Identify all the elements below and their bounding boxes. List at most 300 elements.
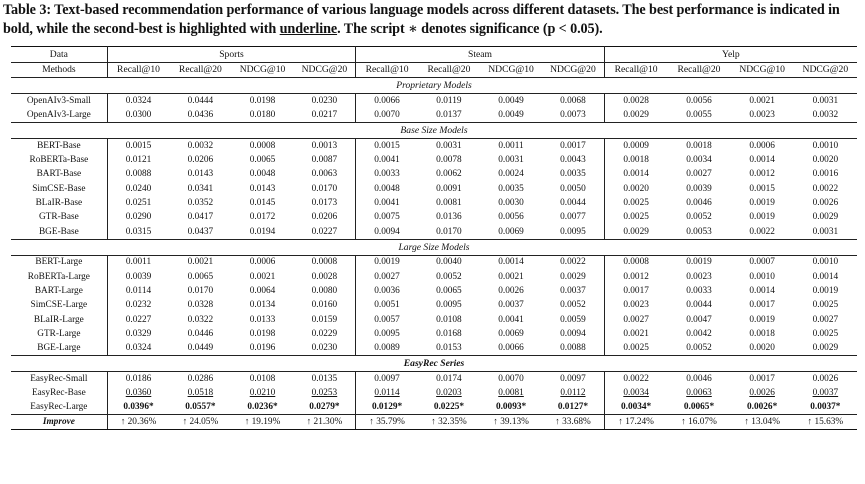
metric-value: 0.0010	[794, 255, 857, 269]
metric-value: 0.0129*	[371, 402, 403, 413]
metric-value: 0.0018	[623, 154, 649, 165]
metric-value: 0.0160	[294, 298, 356, 312]
metric-value: 0.0230	[294, 341, 356, 355]
metric-value: 0.0015	[107, 138, 169, 152]
metric-value: 0.0029	[812, 212, 839, 223]
metric-value: 0.0039	[125, 271, 152, 282]
improve-value: ↑ 24.05%	[169, 415, 231, 429]
metric-value: 0.0019	[812, 285, 839, 296]
metric-value: 0.0046	[686, 198, 712, 209]
metric-value: 0.0034*	[620, 402, 652, 413]
metric-value: 0.0210	[249, 388, 276, 399]
metric-value: 0.0019	[356, 255, 418, 269]
metric-value: 0.0097	[356, 372, 418, 386]
method-name: OpenAIv3-Small	[11, 94, 107, 108]
metric-value: 0.0037	[542, 284, 604, 298]
section-title: EasyRec Series	[11, 356, 857, 372]
metric-value: 0.0070	[374, 109, 400, 120]
metric-value: 0.0026	[749, 388, 775, 399]
metric-value: 0.0020	[749, 343, 775, 354]
metric-value: 0.0093*	[495, 402, 527, 413]
metric-value: 0.0041	[498, 314, 524, 325]
improve-value: ↑ 19.19%	[231, 415, 293, 429]
metric-header: Recall@10	[107, 62, 169, 78]
metric-value: 0.0021	[169, 255, 231, 269]
table-row	[11, 94, 857, 108]
metric-value: 0.0012	[749, 169, 775, 180]
dataset-header-steam: Steam	[356, 47, 605, 63]
metric-value: 0.0062	[436, 169, 462, 180]
data-header: Data	[11, 47, 107, 63]
metric-value: 0.0232	[125, 300, 152, 311]
metric-value: 0.0080	[294, 284, 356, 298]
metric-value: 0.0017	[623, 285, 649, 296]
metric-value: 0.0025	[812, 329, 839, 340]
results-table	[11, 46, 857, 430]
metric-value: 0.0031	[794, 94, 857, 108]
metric-value: 0.0052	[686, 343, 712, 354]
metric-value: 0.0025	[623, 343, 649, 354]
metric-header: Recall@10	[604, 62, 667, 78]
metric-value: 0.0518	[187, 388, 214, 399]
metric-value: 0.0008	[231, 138, 293, 152]
header-row-datasets	[11, 47, 857, 63]
metric-value: 0.0008	[604, 255, 667, 269]
metric-value: 0.0095	[436, 300, 462, 311]
metric-value: 0.0030	[498, 198, 524, 209]
metric-value: 0.0017	[749, 300, 775, 311]
metric-value: 0.0186	[107, 372, 169, 386]
metric-value: 0.0170	[187, 285, 214, 296]
table-row	[11, 284, 857, 298]
metric-header: Recall@20	[418, 62, 480, 78]
metric-value: 0.0025	[623, 212, 649, 223]
metric-value: 0.0020	[623, 183, 649, 194]
metric-value: 0.0033	[374, 169, 400, 180]
metric-value: 0.0134	[249, 300, 276, 311]
metric-value: 0.0014	[749, 154, 775, 165]
metric-value: 0.0094	[374, 226, 400, 237]
metric-value: 0.0417	[187, 212, 214, 223]
metric-value: 0.0066	[498, 343, 524, 354]
caption-underline-word: underline	[279, 21, 338, 37]
metric-value: 0.0048	[374, 183, 400, 194]
metric-value: 0.0286	[169, 372, 231, 386]
metric-value: 0.0049	[498, 109, 524, 120]
metric-value: 0.0065*	[683, 402, 715, 413]
metric-value: 0.0136	[436, 212, 462, 223]
table-row	[11, 210, 857, 224]
metric-value: 0.0073	[542, 108, 604, 122]
metric-value: 0.0040	[418, 255, 480, 269]
metric-value: 0.0052	[542, 298, 604, 312]
metric-value: 0.0095	[542, 225, 604, 239]
metric-value: 0.0041	[374, 198, 400, 209]
metric-value: 0.0042	[686, 329, 712, 340]
metric-value: 0.0010	[749, 271, 775, 282]
metric-value: 0.0037*	[810, 402, 841, 413]
metric-value: 0.0050	[542, 181, 604, 195]
metric-value: 0.0023	[686, 271, 712, 282]
metric-value: 0.0143	[187, 169, 214, 180]
metric-value: 0.0014	[812, 271, 839, 282]
metric-value: 0.0047	[686, 314, 712, 325]
metric-value: 0.0114	[374, 388, 400, 399]
metric-value: 0.0133	[249, 314, 276, 325]
metric-value: 0.0300	[125, 109, 152, 120]
improve-value: ↑ 16.07%	[667, 415, 730, 429]
metric-value: 0.0315	[125, 226, 152, 237]
table-row	[11, 372, 857, 386]
metric-value: 0.0023	[623, 300, 649, 311]
metric-value: 0.0015	[749, 183, 775, 194]
metric-value: 0.0031	[418, 138, 480, 152]
metric-value: 0.0069	[498, 226, 524, 237]
metric-value: 0.0032	[812, 109, 839, 120]
metric-value: 0.0026	[498, 285, 524, 296]
metric-value: 0.0196	[249, 343, 276, 354]
metric-value: 0.0065	[436, 285, 462, 296]
metric-header: NDCG@20	[294, 62, 356, 78]
metric-value: 0.0198	[249, 329, 276, 340]
table-row	[11, 138, 857, 152]
metric-value: 0.0436	[187, 109, 214, 120]
metric-header: NDCG@10	[480, 62, 542, 78]
metric-value: 0.0026	[812, 198, 839, 209]
metric-value: 0.0328	[187, 300, 214, 311]
metric-value: 0.0022	[542, 255, 604, 269]
metric-value: 0.0153	[436, 343, 462, 354]
table-row	[11, 225, 857, 239]
metric-value: 0.0017	[731, 372, 794, 386]
metric-value: 0.0018	[667, 138, 730, 152]
metric-value: 0.0180	[249, 109, 276, 120]
metric-header: Recall@20	[667, 62, 730, 78]
metric-value: 0.0055	[686, 109, 712, 120]
metric-value: 0.0041	[374, 154, 400, 165]
table-row	[11, 269, 857, 283]
metric-value: 0.0087	[294, 153, 356, 167]
metric-value: 0.0225*	[433, 402, 465, 413]
metric-value: 0.0037	[812, 388, 839, 399]
method-name: BLaIR-Large	[11, 313, 107, 327]
metric-value: 0.0021	[731, 94, 794, 108]
metric-value: 0.0089	[374, 343, 400, 354]
caption-text-part1: Table 3: Text-based recommendation performance of various language models across different datasets. The best performance is indicated in bold, while the second-best is highlighted with	[3, 2, 840, 37]
table-row	[11, 108, 857, 122]
metric-value: 0.0174	[418, 372, 480, 386]
metric-value: 0.0078	[436, 154, 462, 165]
table-row	[11, 386, 857, 400]
metric-value: 0.0194	[249, 226, 276, 237]
metric-value: 0.0032	[169, 138, 231, 152]
metric-value: 0.0018	[749, 329, 775, 340]
table-row	[11, 327, 857, 341]
metric-value: 0.0011	[480, 138, 542, 152]
metric-value: 0.0230	[294, 94, 356, 108]
method-name: EasyRec-Base	[11, 386, 107, 400]
metric-value: 0.0006	[231, 255, 293, 269]
improve-value: ↑ 20.36%	[107, 415, 169, 429]
metric-value: 0.0253	[294, 386, 356, 400]
metric-value: 0.0020	[812, 154, 839, 165]
metric-value: 0.0022	[812, 183, 839, 194]
section-header-row	[11, 239, 857, 255]
metric-value: 0.0145	[249, 198, 276, 209]
method-name: BLaIR-Base	[11, 196, 107, 210]
metric-value: 0.0034	[623, 388, 649, 399]
metric-value: 0.0052	[686, 212, 712, 223]
metric-value: 0.0028	[294, 269, 356, 283]
metric-value: 0.0014	[480, 255, 542, 269]
methods-header: Methods	[11, 62, 107, 78]
metric-value: 0.0170	[436, 226, 462, 237]
metric-value: 0.0022	[604, 372, 667, 386]
metric-value: 0.0031	[812, 226, 839, 237]
metric-value: 0.0168	[436, 329, 462, 340]
metric-value: 0.0029	[812, 343, 839, 354]
metric-value: 0.0127*	[542, 401, 604, 415]
metric-value: 0.0069	[498, 329, 524, 340]
metric-value: 0.0063	[294, 167, 356, 181]
table-row	[11, 181, 857, 195]
method-name: EasyRec-Small	[11, 372, 107, 386]
improve-value: ↑ 17.24%	[604, 415, 667, 429]
method-name: BGE-Base	[11, 225, 107, 239]
dataset-header-sports: Sports	[107, 47, 356, 63]
method-name: BERT-Base	[11, 138, 107, 152]
improve-value: ↑ 13.04%	[731, 415, 794, 429]
metric-value: 0.0075	[374, 212, 400, 223]
metric-value: 0.0024	[498, 169, 524, 180]
metric-value: 0.0444	[169, 94, 231, 108]
metric-value: 0.0009	[604, 138, 667, 152]
metric-value: 0.0557*	[185, 402, 216, 413]
method-name: GTR-Base	[11, 210, 107, 224]
metric-value: 0.0027	[374, 271, 400, 282]
table-row	[11, 153, 857, 167]
metric-value: 0.0065	[187, 271, 214, 282]
metric-value: 0.0056	[667, 94, 730, 108]
metric-value: 0.0206	[294, 210, 356, 224]
metric-value: 0.0026	[794, 372, 857, 386]
metric-value: 0.0097	[542, 372, 604, 386]
method-name: BERT-Large	[11, 255, 107, 269]
metric-value: 0.0044	[542, 196, 604, 210]
metric-value: 0.0014	[623, 169, 649, 180]
metric-value: 0.0360	[125, 388, 152, 399]
metric-value: 0.0015	[356, 138, 418, 152]
metric-value: 0.0007	[731, 255, 794, 269]
table-row	[11, 255, 857, 269]
metric-header: Recall@10	[356, 62, 418, 78]
metric-value: 0.0119	[418, 94, 480, 108]
metric-value: 0.0028	[604, 94, 667, 108]
metric-value: 0.0446	[187, 329, 214, 340]
section-header-row	[11, 78, 857, 94]
improve-value: ↑ 15.63%	[794, 415, 857, 429]
metric-value: 0.0031	[498, 154, 524, 165]
metric-value: 0.0341	[187, 183, 214, 194]
dataset-header-yelp: Yelp	[604, 47, 857, 63]
metric-value: 0.0006	[731, 138, 794, 152]
improve-value: ↑ 35.79%	[356, 415, 418, 429]
metric-value: 0.0449	[187, 343, 214, 354]
metric-value: 0.0022	[749, 226, 775, 237]
metric-value: 0.0108	[436, 314, 462, 325]
metric-value: 0.0033	[686, 285, 712, 296]
method-name: OpenAIv3-Large	[11, 108, 107, 122]
metric-value: 0.0014	[749, 285, 775, 296]
metric-value: 0.0021	[249, 271, 276, 282]
metric-value: 0.0056	[498, 212, 524, 223]
table-row	[11, 298, 857, 312]
section-header-row	[11, 122, 857, 138]
metric-value: 0.0137	[436, 109, 462, 120]
metric-value: 0.0027	[812, 314, 839, 325]
metric-header: NDCG@10	[231, 62, 293, 78]
metric-value: 0.0352	[187, 198, 214, 209]
metric-value: 0.0077	[542, 210, 604, 224]
metric-value: 0.0035	[498, 183, 524, 194]
metric-value: 0.0143	[249, 183, 276, 194]
table-row	[11, 341, 857, 355]
metric-value: 0.0036	[374, 285, 400, 296]
metric-header: NDCG@20	[542, 62, 604, 78]
metric-value: 0.0059	[542, 313, 604, 327]
metric-value: 0.0068	[542, 94, 604, 108]
metric-value: 0.0290	[125, 212, 152, 223]
metric-value: 0.0094	[542, 327, 604, 341]
metric-value: 0.0044	[686, 300, 712, 311]
metric-value: 0.0236*	[247, 402, 278, 413]
metric-value: 0.0011	[107, 255, 169, 269]
metric-value: 0.0043	[542, 153, 604, 167]
metric-value: 0.0046	[667, 372, 730, 386]
metric-header: NDCG@20	[794, 62, 857, 78]
metric-value: 0.0081	[498, 388, 524, 399]
metric-value: 0.0039	[686, 183, 712, 194]
metric-value: 0.0037	[498, 300, 524, 311]
metric-value: 0.0008	[294, 255, 356, 269]
metric-value: 0.0229	[294, 327, 356, 341]
metric-value: 0.0121	[125, 154, 152, 165]
metric-value: 0.0091	[436, 183, 462, 194]
metric-value: 0.0198	[231, 94, 293, 108]
metric-value: 0.0035	[542, 167, 604, 181]
metric-value: 0.0048	[249, 169, 276, 180]
metric-value: 0.0025	[623, 198, 649, 209]
metric-value: 0.0095	[374, 329, 400, 340]
improve-value: ↑ 21.30%	[294, 415, 356, 429]
table-row	[11, 196, 857, 210]
metric-value: 0.0051	[374, 300, 400, 311]
metric-value: 0.0324	[107, 94, 169, 108]
table-row	[11, 167, 857, 181]
metric-value: 0.0437	[187, 226, 214, 237]
metric-header: Recall@20	[169, 62, 231, 78]
caption-text-part2: . The script ∗ denotes significance (p < 0.05).	[337, 21, 603, 37]
section-title: Large Size Models	[11, 239, 857, 255]
metric-value: 0.0322	[187, 314, 214, 325]
method-name: SimCSE-Large	[11, 298, 107, 312]
improve-value: ↑ 33.68%	[542, 415, 604, 429]
metric-value: 0.0013	[294, 138, 356, 152]
metric-value: 0.0034	[686, 154, 712, 165]
metric-value: 0.0070	[480, 372, 542, 386]
metric-value: 0.0019	[749, 198, 775, 209]
metric-value: 0.0324	[125, 343, 152, 354]
metric-header: NDCG@10	[731, 62, 794, 78]
metric-value: 0.0227	[294, 225, 356, 239]
metric-value: 0.0057	[374, 314, 400, 325]
metric-value: 0.0279*	[294, 401, 356, 415]
metric-value: 0.0066	[356, 94, 418, 108]
metric-value: 0.0029	[623, 109, 649, 120]
metric-value: 0.0021	[498, 271, 524, 282]
metric-value: 0.0172	[249, 212, 276, 223]
improve-row	[11, 415, 857, 429]
metric-value: 0.0052	[436, 271, 462, 282]
method-name: RoBERTa-Large	[11, 269, 107, 283]
metric-value: 0.0017	[542, 138, 604, 152]
metric-value: 0.0026*	[747, 402, 778, 413]
metric-value: 0.0108	[231, 372, 293, 386]
metric-value: 0.0019	[749, 212, 775, 223]
table-row	[11, 313, 857, 327]
header-row-metrics	[11, 62, 857, 78]
section-title: Proprietary Models	[11, 78, 857, 94]
metric-value: 0.0023	[749, 109, 775, 120]
metric-value: 0.0170	[294, 181, 356, 195]
improve-value: ↑ 39.13%	[480, 415, 542, 429]
metric-value: 0.0025	[812, 300, 839, 311]
metric-value: 0.0065	[249, 154, 276, 165]
metric-value: 0.0251	[125, 198, 152, 209]
method-name: BART-Large	[11, 284, 107, 298]
method-name: EasyRec-Large	[11, 401, 107, 415]
metric-value: 0.0027	[623, 314, 649, 325]
section-title: Base Size Models	[11, 122, 857, 138]
metric-value: 0.0021	[623, 329, 649, 340]
improve-value: ↑ 32.35%	[418, 415, 480, 429]
table-row	[11, 401, 857, 415]
table-caption	[3, 1, 861, 39]
metric-value: 0.0203	[436, 388, 462, 399]
metric-value: 0.0112	[542, 386, 604, 400]
metric-value: 0.0029	[623, 226, 649, 237]
metric-value: 0.0012	[623, 271, 649, 282]
metric-value: 0.0329	[125, 329, 152, 340]
metric-value: 0.0240	[125, 183, 152, 194]
table-body	[11, 47, 857, 430]
metric-value: 0.0019	[749, 314, 775, 325]
metric-value: 0.0053	[686, 226, 712, 237]
metric-value: 0.0217	[294, 108, 356, 122]
method-name: GTR-Large	[11, 327, 107, 341]
method-name: SimCSE-Base	[11, 181, 107, 195]
metric-value: 0.0063	[686, 388, 712, 399]
metric-value: 0.0081	[436, 198, 462, 209]
metric-value: 0.0027	[686, 169, 712, 180]
metric-value: 0.0088	[542, 341, 604, 355]
metric-value: 0.0019	[667, 255, 730, 269]
improve-label: Improve	[11, 415, 107, 429]
metric-value: 0.0029	[542, 269, 604, 283]
metric-value: 0.0088	[125, 169, 152, 180]
metric-value: 0.0064	[249, 285, 276, 296]
method-name: BART-Base	[11, 167, 107, 181]
